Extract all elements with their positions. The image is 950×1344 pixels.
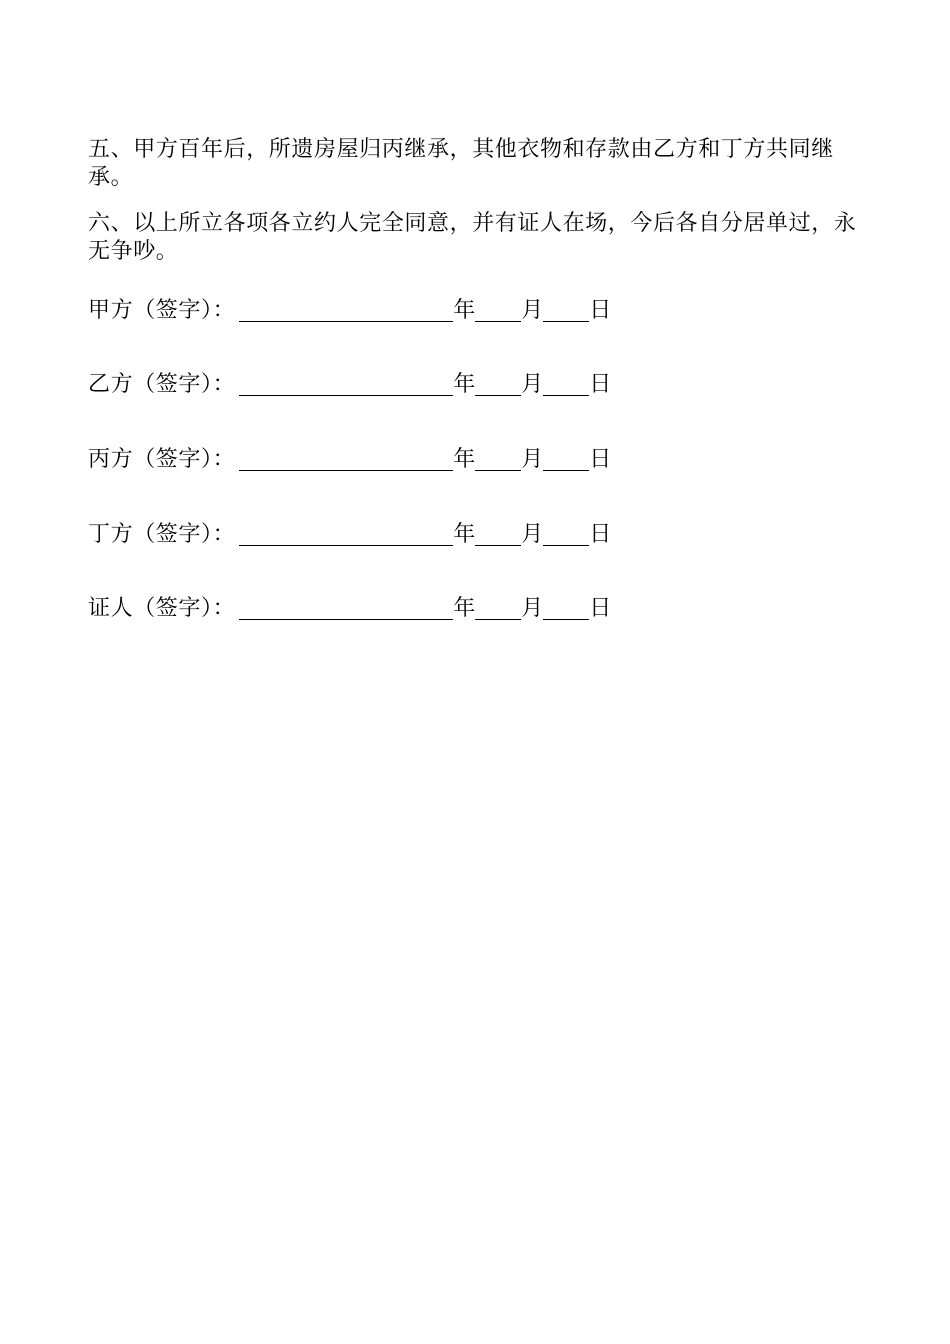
month-label: 月 <box>521 372 544 397</box>
signature-row-party-d <box>88 520 611 550</box>
signature-label: 丙方（签字）： <box>88 447 236 472</box>
signature-blank <box>239 597 453 620</box>
signature-row-party-b <box>88 370 611 400</box>
day-blank <box>543 299 589 322</box>
year-label: 年 <box>453 596 476 621</box>
year-label: 年 <box>453 447 476 472</box>
signature-row-witness <box>88 594 611 624</box>
day-blank <box>543 448 589 471</box>
signature-blank <box>239 299 453 322</box>
year-label: 年 <box>453 522 476 547</box>
month-label: 月 <box>521 522 544 547</box>
year-label: 年 <box>453 372 476 397</box>
signature-blank <box>239 373 453 396</box>
day-label: 日 <box>589 372 612 397</box>
day-label: 日 <box>589 298 612 323</box>
clause-5: 五、甲方百年后，所遗房屋归丙继承，其他衣物和存款由乙方和丁方共同继承。 <box>88 137 834 190</box>
month-blank <box>475 299 521 322</box>
day-label: 日 <box>589 596 612 621</box>
day-label: 日 <box>589 447 612 472</box>
signature-label: 丁方（签字）： <box>88 522 236 547</box>
signature-row-party-c <box>88 445 611 475</box>
month-blank <box>475 523 521 546</box>
signature-blank <box>239 523 453 546</box>
year-label: 年 <box>453 298 476 323</box>
day-label: 日 <box>589 522 612 547</box>
day-blank <box>543 597 589 620</box>
clause-6: 六、以上所立各项各立约人完全同意，并有证人在场，今后各自分居单过，永无争吵。 <box>88 211 857 264</box>
signature-label: 证人（签字）： <box>88 596 236 621</box>
month-blank <box>475 373 521 396</box>
day-blank <box>543 523 589 546</box>
signature-blank <box>239 448 453 471</box>
signature-label: 乙方（签字）： <box>88 372 236 397</box>
month-blank <box>475 448 521 471</box>
signature-row-party-a <box>88 296 611 326</box>
month-blank <box>475 597 521 620</box>
month-label: 月 <box>521 596 544 621</box>
month-label: 月 <box>521 447 544 472</box>
day-blank <box>543 373 589 396</box>
month-label: 月 <box>521 298 544 323</box>
signature-label: 甲方（签字）： <box>88 298 236 323</box>
